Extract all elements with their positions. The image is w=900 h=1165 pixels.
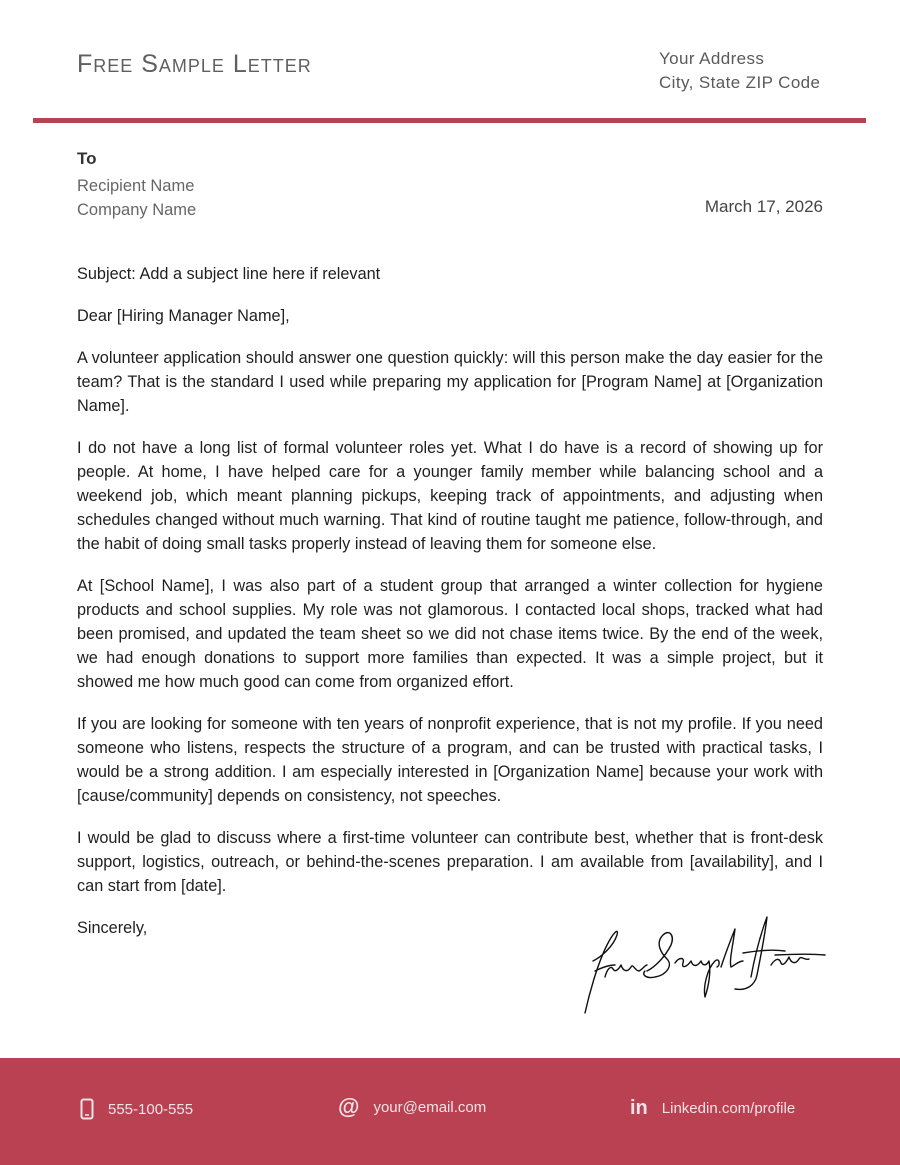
footer-email[interactable] <box>338 1096 486 1118</box>
recipient-block <box>77 174 196 222</box>
phone-icon <box>80 1098 94 1120</box>
recipient-company: Company Name <box>77 201 197 219</box>
header-divider <box>33 118 866 123</box>
body-paragraph: A volunteer application should answer one question quickly: will this person make the day easier for the team? That is the standard I used while preparing my application for [Program Name] at [Organization Name]. <box>77 349 823 415</box>
subject-line: Subject: Add a subject line here if relevant <box>77 265 381 283</box>
linkedin-icon: in <box>630 1097 648 1119</box>
to-label: To <box>77 149 97 168</box>
footer-linkedin[interactable] <box>630 1098 795 1118</box>
letterhead-title: Free Sample Letter <box>77 50 312 78</box>
body-paragraph: If you are looking for someone with ten years of nonprofit experience, that is not my profile. If you need someone who listens, respects the structure of a program, and can be trusted with practical tasks, I would be a strong addition. I am especially interested in [Organization Name] because your work with [cause/community] depends on consistency, not speeches. <box>77 715 823 805</box>
body-paragraph: At [School Name], I was also part of a student group that arranged a winter collection for hygiene products and school supplies. My role was not glamorous. I contacted local shops, tracked what had been promised, and updated the team sheet so we did not chase items twice. By the end of the week, we had enough donations to support more families than expected. It was a simple project, but it showed me how much good can come from organized effort. <box>77 577 823 691</box>
closing: Sincerely, <box>77 919 148 937</box>
address-line-1: Your Address <box>659 49 765 68</box>
letter-date: March 17, 2026 <box>704 197 823 216</box>
body-paragraph: I would be glad to discuss where a first-time volunteer can contribute best, whether that is front-desk support, logistics, outreach, or behind-the-scenes preparation. I am available from [availability], and I can start from [date]. <box>77 829 823 895</box>
email-address: your@email.com <box>373 1098 487 1116</box>
recipient-name: Recipient Name <box>77 177 195 195</box>
handwritten-signature <box>575 905 835 1020</box>
linkedin-url: Linkedin.com/profile <box>661 1099 796 1117</box>
at-sign-icon: @ <box>338 1094 360 1119</box>
contact-footer <box>0 1058 900 1165</box>
address-line-2: City, State ZIP Code <box>659 73 821 92</box>
footer-phone[interactable] <box>80 1098 193 1120</box>
sender-address <box>659 47 820 95</box>
phone-number: 555-100-555 <box>108 1100 194 1118</box>
letter-body <box>77 262 823 958</box>
salutation: Dear [Hiring Manager Name], <box>77 307 290 325</box>
body-paragraph: I do not have a long list of formal volunteer roles yet. What I do have is a record of showing up for people. At home, I have helped care for a younger family member while balancing school and a weekend job, which meant planning pickups, keeping track of appointments, and adjusting when schedules changed without much warning. That kind of routine taught me patience, follow-through, and the habit of doing small tasks properly instead of leaving them for someone else. <box>77 439 823 553</box>
